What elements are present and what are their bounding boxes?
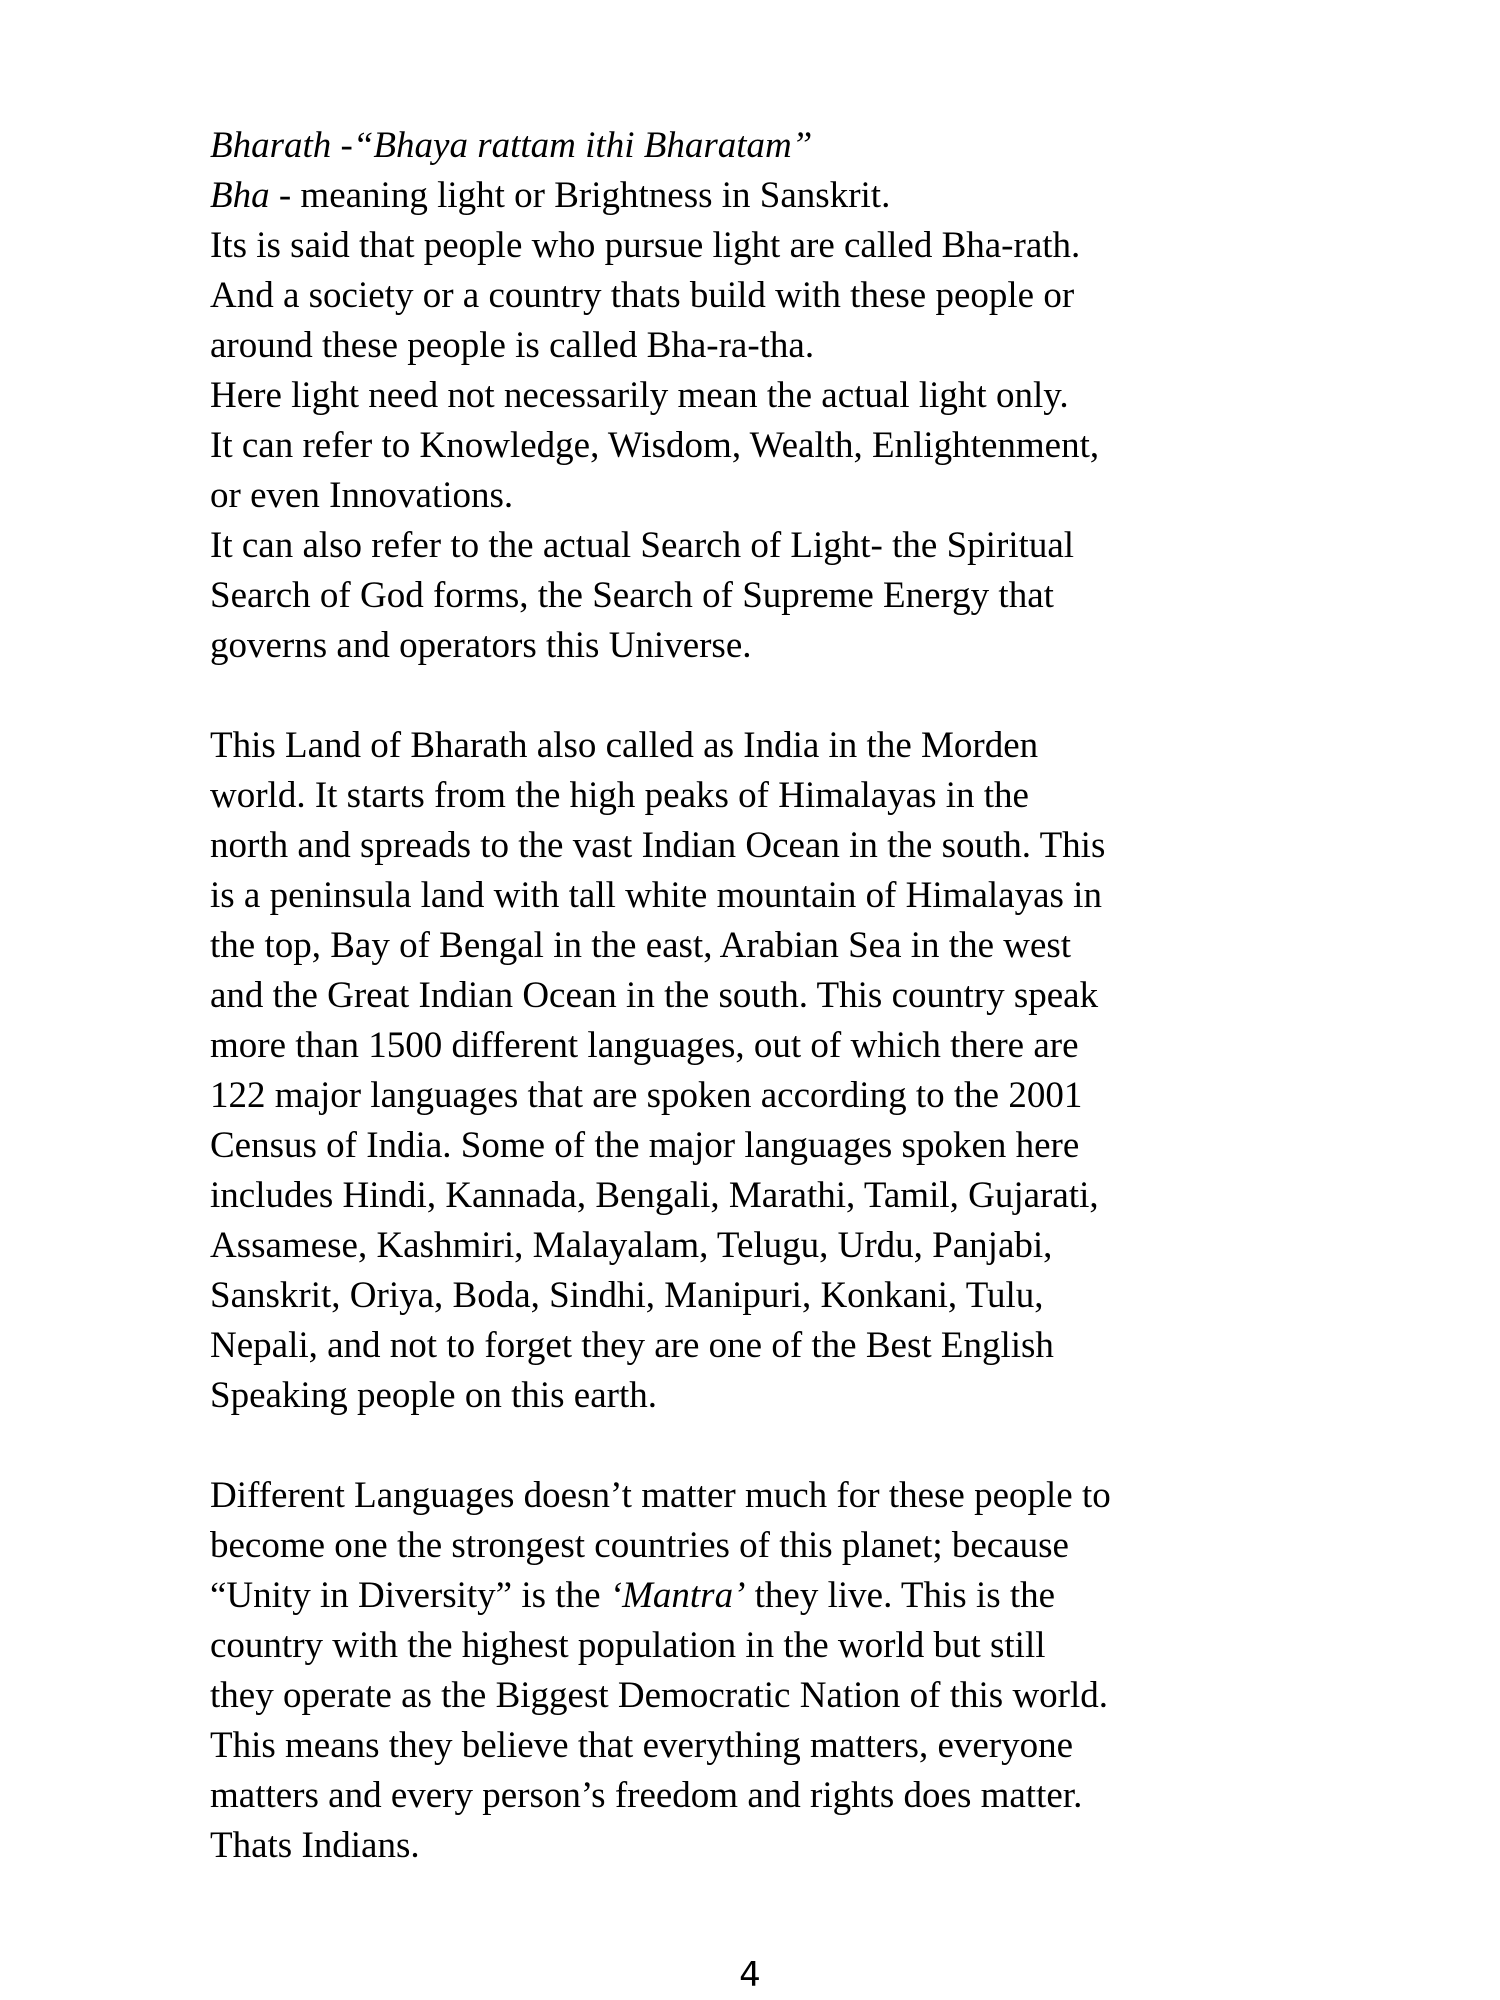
text-line: more than 1500 different languages, out of which there are [210, 1025, 1079, 1066]
mantra-line-end: they live. This is the [745, 1575, 1056, 1616]
title-quote-line: Bharath -“Bhaya rattam ithi Bharatam” [210, 125, 813, 166]
page-number: 4 [739, 1955, 761, 1995]
bha-term: Bha [210, 175, 270, 216]
mantra-line [210, 1571, 1360, 1621]
text-line: And a society or a country thats build with these people or [210, 275, 1075, 316]
text-line: Sanskrit, Oriya, Boda, Sindhi, Manipuri, Konkani, Tulu, [210, 1275, 1044, 1316]
unity-in-diversity-paragraph [210, 1471, 1360, 1871]
text-line: Thats Indians. [210, 1825, 420, 1866]
text-line: Assamese, Kashmiri, Malayalam, Telugu, Urdu, Panjabi, [210, 1225, 1053, 1266]
text-line: become one the strongest countries of this planet; because [210, 1525, 1069, 1566]
text-line: the top, Bay of Bengal in the east, Arabian Sea in the west [210, 925, 1072, 966]
bha-definition: - meaning light or Brightness in Sanskrit. [269, 175, 891, 216]
text-line: Its is said that people who pursue light are called Bha-rath. [210, 225, 1081, 266]
text-line: is a peninsula land with tall white mountain of Himalayas in [210, 875, 1102, 916]
text-line: Here light need not necessarily mean the actual light only. [210, 375, 1069, 416]
text-line: country with the highest population in the world but still [210, 1625, 1046, 1666]
text-line: Search of God forms, the Search of Supreme Energy that [210, 575, 1054, 616]
text-line: It can also refer to the actual Search of Light- the Spiritual [210, 525, 1075, 566]
intro-section [210, 121, 1360, 671]
text-line: Nepali, and not to forget they are one of the Best English [210, 1325, 1054, 1366]
mantra-line-start: “Unity in Diversity” is the [210, 1575, 610, 1616]
text-line: matters and every person’s freedom and rights does matter. [210, 1775, 1083, 1816]
bha-definition-line [210, 171, 1360, 221]
text-line: north and spreads to the vast Indian Ocean in the south. This [210, 825, 1106, 866]
text-line: governs and operators this Universe. [210, 625, 752, 666]
text-line: Census of India. Some of the major languages spoken here [210, 1125, 1080, 1166]
text-line: Speaking people on this earth. [210, 1375, 657, 1416]
land-of-bharath-paragraph [210, 721, 1360, 1421]
text-line: and the Great Indian Ocean in the south. This country speak [210, 975, 1099, 1016]
text-line: It can refer to Knowledge, Wisdom, Wealth, Enlightenment, [210, 425, 1100, 466]
text-line: around these people is called Bha-ra-tha. [210, 325, 815, 366]
text-line: This means they believe that everything matters, everyone [210, 1725, 1074, 1766]
text-line: they operate as the Biggest Democratic Nation of this world. [210, 1675, 1109, 1716]
text-line: world. It starts from the high peaks of Himalayas in the [210, 775, 1029, 816]
mantra-word: ‘Mantra’ [609, 1575, 746, 1616]
text-line: This Land of Bharath also called as India in the Morden [210, 725, 1039, 766]
text-line: Different Languages doesn’t matter much for these people to [210, 1475, 1111, 1516]
text-line: 122 major languages that are spoken according to the 2001 [210, 1075, 1083, 1116]
text-line: or even Innovations. [210, 475, 514, 516]
text-line: includes Hindi, Kannada, Bengali, Marathi, Tamil, Gujarati, [210, 1175, 1099, 1216]
